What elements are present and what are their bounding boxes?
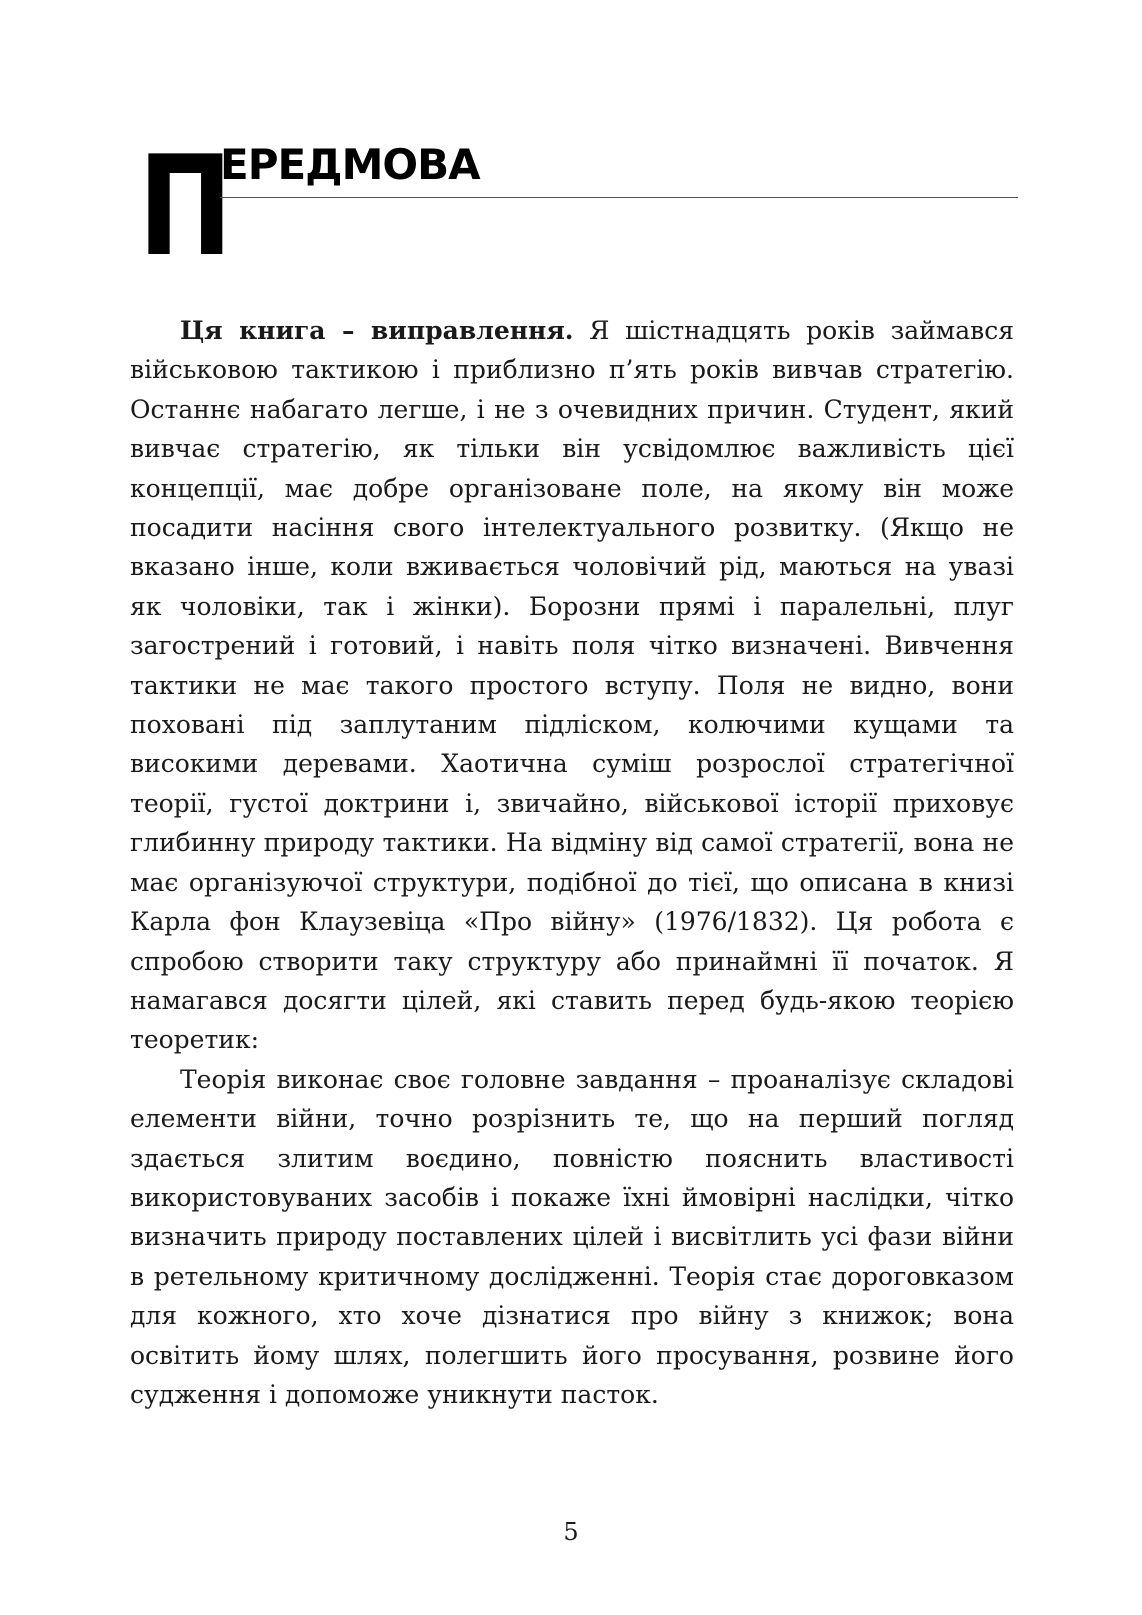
paragraph-2 xyxy=(130,1060,1014,1415)
heading-drop-cap: П xyxy=(138,126,233,287)
paragraph-lead: Ця книга – виправлення. xyxy=(180,316,574,345)
paragraph-1 xyxy=(130,311,1014,1060)
page-number: 5 xyxy=(563,1518,579,1546)
heading-title: ЕРЕДМОВА xyxy=(220,140,480,189)
chapter-heading xyxy=(138,126,1018,287)
paragraph-text: Теорія виконає своє головне завдання – проаналізує складові елементи війни, точно розрізнить те, що на перший погляд здається злитим воєдино, повністю пояснить властивості використовуваних засобів і покаже їхні ймовірні наслідки, чітко визначить природу поставлених цілей і висвітлить усі фази війни в ретельному критичному дослідженні. Теорія стає дороговказом для кожного, хто хоче дізнатися про війну з книжок; вона освітить йому шлях, полегшить його просування, розвине його судження і допоможе уникнути пасток. xyxy=(130,1064,1014,1409)
body-text xyxy=(130,311,1014,1414)
heading-divider xyxy=(220,197,1018,198)
paragraph-text: Я шістнадцять років займався військовою тактикою і приблизно п’ять років вивчав стратегію. Останнє набагато легше, і не з очевидних причин. Студент, який вивчає стратегію, як тільки він усвідомлює важливість цієї концепції, має добре організоване поле, на якому він може посадити насіння свого інтелектуального розвитку. (Якщо не вказано інше, коли вживається чоловічий рід, маються на увазі як чоловіки, так і жінки). Борозни прямі і паралельні, плуг загострений і готовий, і навіть поля чітко визначені. Вивчення тактики не має такого простого вступу. Поля не видно, вони поховані під заплутаним підліском, колючими кущами та високими деревами. Хаотична суміш розрослої стратегічної теорії, густої доктрини і, звичайно, військової історії приховує глибинну природу тактики. На відміну від самої стратегії, вона не має організуючої структури, подібної до тієї, що описана в книзі Карла фон Клаузевіца «Про війну» (1976/1832). Ця робота є спробою створити таку структуру або принаймні її початок. Я намагався досягти цілей, які ставить перед будь-якою теорією теоретик: xyxy=(130,316,1014,1055)
